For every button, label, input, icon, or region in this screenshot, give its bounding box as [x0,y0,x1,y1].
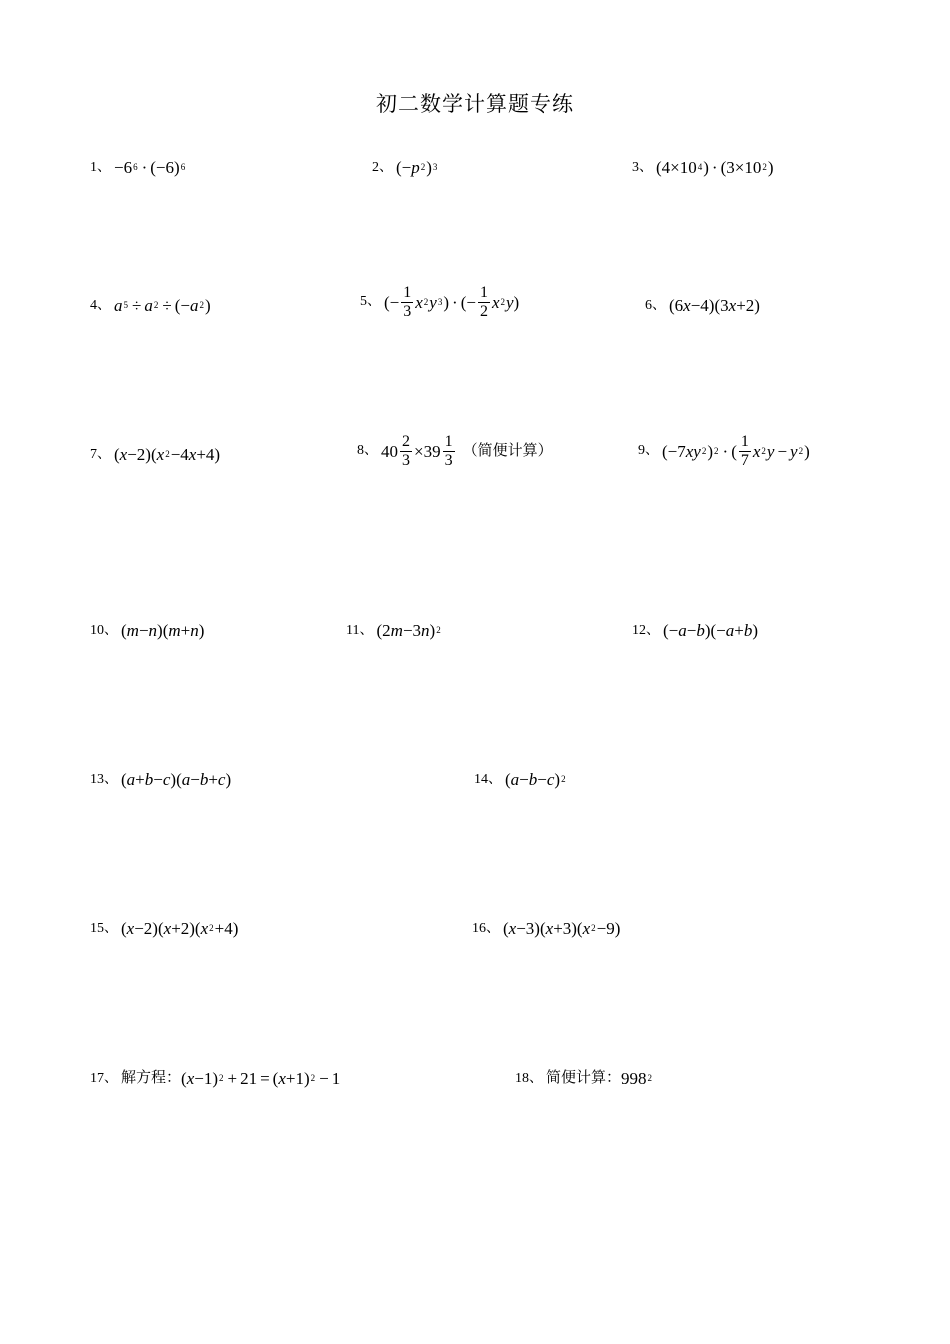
problem-number: 16、 [472,920,500,936]
expression: 998 2 [621,1069,653,1088]
problem-17 [90,1070,340,1087]
problem-number: 6、 [645,297,666,313]
problem-4 [90,297,211,314]
problem-13 [90,771,231,788]
problem-number: 9、 [638,443,659,459]
expression: (−7 xy 2 ) 2 · ( $\frac{1}{7}$ x 2 y − y 2 ) [662,433,810,469]
fraction: $\frac{1}{3}$ [403,284,412,320]
problem-number: 18、 [515,1070,543,1086]
expression: (6 x −4)(3 x +2) [669,296,760,315]
problem-number: 7、 [90,446,111,462]
problem-number: 2、 [372,159,393,175]
expression: ( x −1) 2 + 21 = ( x +1) 2 − 1 [181,1069,341,1088]
problem-12 [632,622,758,639]
page-title: 初二数学计算题专练 [376,92,574,116]
problem-number: 4、 [90,297,111,313]
problem-9 [638,433,810,469]
problem-6 [645,297,760,314]
problem-2 [372,159,438,176]
expression: (4×10 4 ) · (3×10 2 ) [656,158,774,177]
fraction: $\frac{1}{3}$ [444,433,453,469]
problem-18 [515,1070,653,1087]
expression: (− a − b )(− a + b ) [663,621,759,640]
problem-1 [90,159,186,176]
fraction: $\frac{2}{3}$ [402,433,410,469]
problem-number: 10、 [90,622,118,638]
expression: (− p 2 ) 3 [396,158,438,177]
problem-14 [474,771,567,788]
problem-3 [632,159,774,176]
expression: ( x −2)( x 2 −4 x +4) [114,445,221,464]
fraction: $\frac{1}{2}$ [479,284,488,320]
fraction: $\frac{1}{7}$ [740,433,749,469]
problem-11 [346,622,442,639]
problem-number: 15、 [90,920,118,936]
problem-15 [90,920,238,937]
problem-number: 13、 [90,771,118,787]
problem-number: 17、 [90,1070,118,1086]
expression: ( x −2)( x +2)( x 2 +4) [121,919,239,938]
problem-number: 3、 [632,159,653,175]
problem-7 [90,446,220,463]
expression: −6 6 · (−6) 6 [114,158,186,177]
expression: (2 m −3 n ) 2 [376,621,441,640]
problem-5 [360,284,519,320]
expression: ( a − b − c ) 2 [505,770,566,789]
expression: ( x −3)( x +3)( x 2 −9) [503,919,621,938]
expression: ( a + b − c )( a − b + c ) [121,770,232,789]
problem-label: 简便计算： [546,1070,622,1086]
expression: 40 $\frac{2}{3}$ ×39 $\frac{1}{3}$ [381,433,453,469]
problem-8 [357,433,553,469]
problem-number: 5、 [360,294,381,310]
expression: a 5 ÷ a 2 ÷ (− a 2 ) [114,296,211,315]
problem-number: 14、 [474,771,502,787]
expression: (− $\frac{1}{3}$ x 2 y 3 ) · (− $\frac{1}{2}$ x 2 y ) [384,284,520,320]
problem-number: 12、 [632,622,660,638]
problem-number: 1、 [90,159,111,175]
problem-note: （简便计算） [462,442,553,459]
problem-10 [90,622,204,639]
problem-16 [472,920,620,937]
expression: ( m − n )( m + n ) [121,621,205,640]
problem-number: 11、 [346,622,374,638]
problem-label: 解方程： [121,1070,182,1086]
problem-number: 8、 [357,443,378,459]
